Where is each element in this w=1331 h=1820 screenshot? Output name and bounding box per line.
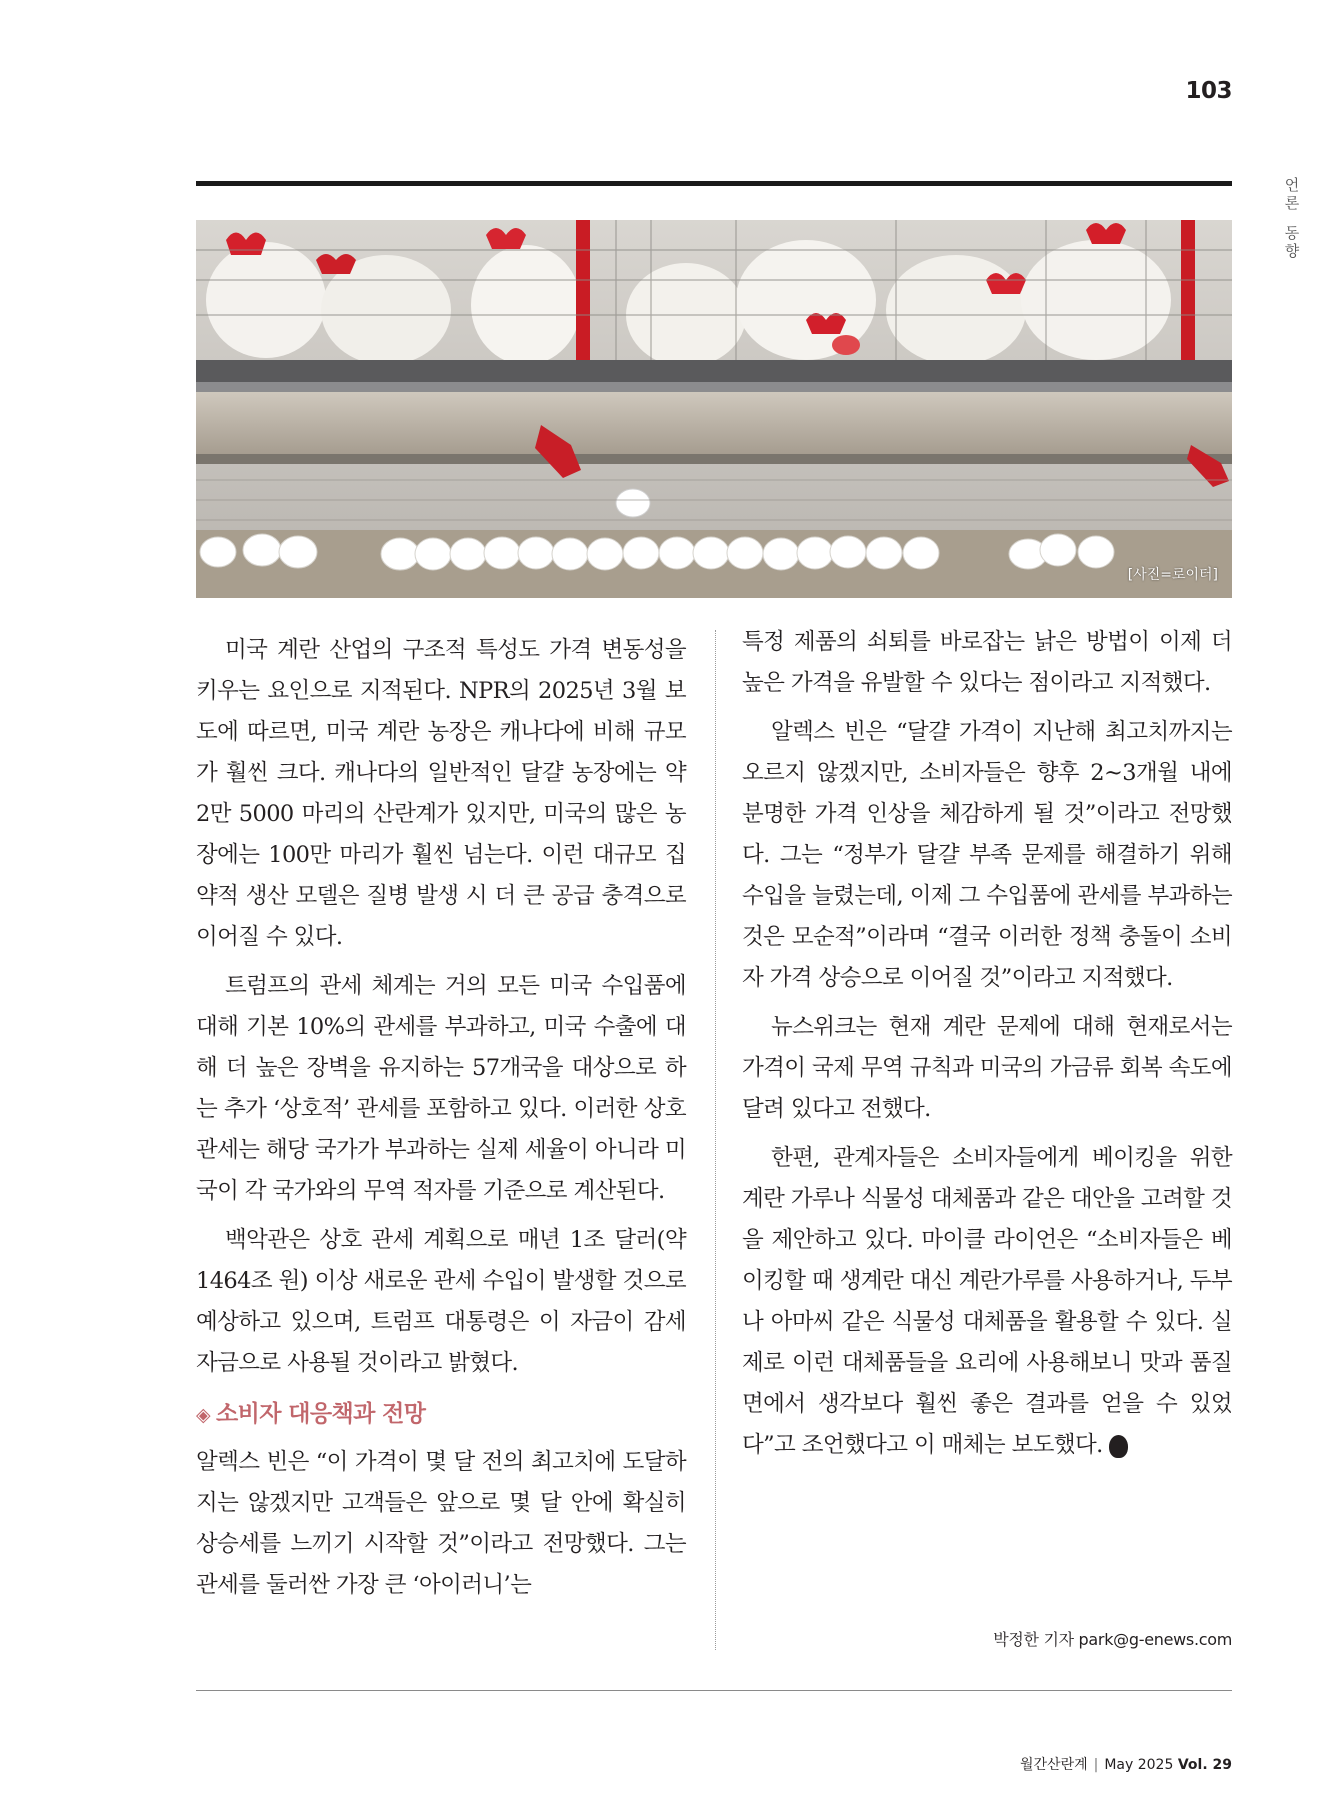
footer: [1020, 1754, 1232, 1774]
section-label-char: 론: [1284, 194, 1300, 212]
final-paragraph-text: 한편, 관계자들은 소비자들에게 베이킹을 위한 계란 가루나 식물성 대체품과 같은 대안을 고려할 것을 제안하고 있다. 마이클 라이언은 “소비자들은 베이킹할 때 생계란 대신 계란가루를 사용하거나, 두부나 아마씨 같은 식물성 대체품을 활용할 수 있다. 실제로 이런 대체품들을 요리에 사용해보니 맛과 품질 면에서 생각보다 훨씬 좋은 결과를 얻을 수 있었다”고 조언했다고 이 매체는 보도했다.: [742, 1145, 1232, 1458]
paragraph: [742, 1138, 1232, 1466]
paragraph: 알렉스 빈은 “이 가격이 몇 달 전의 최고치에 도달하지는 않겠지만 고객들은 앞으로 몇 달 안에 확실히 상승세를 느끼기 시작할 것”이라고 전망했다. 그는 관세를 둘러싼 가장 큰 ‘아이러니’는: [196, 1449, 686, 1598]
section-label-char: 향: [1284, 242, 1300, 260]
subheading: [196, 1394, 686, 1436]
article-photo: [196, 220, 1232, 598]
end-mark-icon: 끝: [1109, 1435, 1128, 1458]
hens-eggs-illustration: [196, 220, 1232, 598]
magazine-name: 월간산란계: [1020, 1757, 1088, 1773]
column-divider: [715, 630, 716, 1650]
bottom-rule: [196, 1690, 1232, 1691]
paragraph-continuation: 특정 제품의 쇠퇴를 바로잡는 낡은 방법이 이제 더 높은 가격을 유발할 수 있다는 점이라고 지적했다.: [742, 629, 1232, 696]
paragraph: 뉴스위크는 현재 계란 문제에 대해 현재로서는 가격이 국제 무역 규칙과 미국의 가금류 회복 속도에 달려 있다고 전했다.: [742, 1014, 1232, 1122]
paragraph: 백악관은 상호 관세 계획으로 매년 1조 달러(약 1464조 원) 이상 새로운 관세 수입이 발생할 것으로 예상하고 있으며, 트럼프 대통령은 이 자금이 감세 자금으로 사용될 것이라고 밝혔다.: [196, 1227, 686, 1376]
right-column: [742, 622, 1232, 1474]
footer-separator: |: [1093, 1757, 1099, 1773]
photo-credit: [사진=로이터]: [1127, 567, 1218, 583]
page-number: 103: [1185, 78, 1232, 104]
section-label: [1281, 176, 1303, 260]
section-label-char: 언: [1284, 176, 1300, 194]
top-rule: [196, 181, 1232, 186]
paragraph: 트럼프의 관세 체계는 거의 모든 미국 수입품에 대해 기본 10%의 관세를 부과하고, 미국 수출에 대해 더 높은 장벽을 유지하는 57개국을 대상으로 하는 추가 ‘상호적’ 관세를 포함하고 있다. 이러한 상호 관세는 해당 국가가 부과하는 실제 세율이 아니라 미국이 각 국가와의 무역 적자를 기준으로 계산된다.: [196, 973, 686, 1204]
paragraph: 미국 계란 산업의 구조적 특성도 가격 변동성을 키우는 요인으로 지적된다. NPR의 2025년 3월 보도에 따르면, 미국 계란 농장은 캐나다에 비해 규모가 훨씬 크다. 캐나다의 일반적인 달걀 농장에는 약 2만 5000 마리의 산란계가 있지만, 미국의 많은 농장에는 100만 마리가 훨씬 넘는다. 이런 대규모 집약적 생산 모델은 질병 발생 시 더 큰 공급 충격으로 이어질 수 있다.: [196, 637, 686, 950]
volume-number: Vol. 29: [1177, 1757, 1232, 1773]
issue-date: May 2025: [1104, 1757, 1174, 1773]
left-column: [196, 630, 686, 1614]
paragraph: 알렉스 빈은 “달걀 가격이 지난해 최고치까지는 오르지 않겠지만, 소비자들은 향후 2~3개월 내에 분명한 가격 인상을 체감하게 될 것”이라고 전망했다. 그는 “정부가 달걀 부족 문제를 해결하기 위해 수입을 늘렸는데, 이제 그 수입품에 관세를 부과하는 것은 모순적”이라며 “결국 이러한 정책 충돌이 소비자 가격 상승으로 이어질 것”이라고 지적했다.: [742, 719, 1232, 991]
section-label-char: 동: [1284, 224, 1300, 242]
byline: 박정한 기자 park@g-enews.com: [993, 1630, 1232, 1649]
diamond-bullet-icon: ◈: [196, 1404, 211, 1426]
subheading-text: 소비자 대응책과 전망: [216, 1401, 426, 1427]
